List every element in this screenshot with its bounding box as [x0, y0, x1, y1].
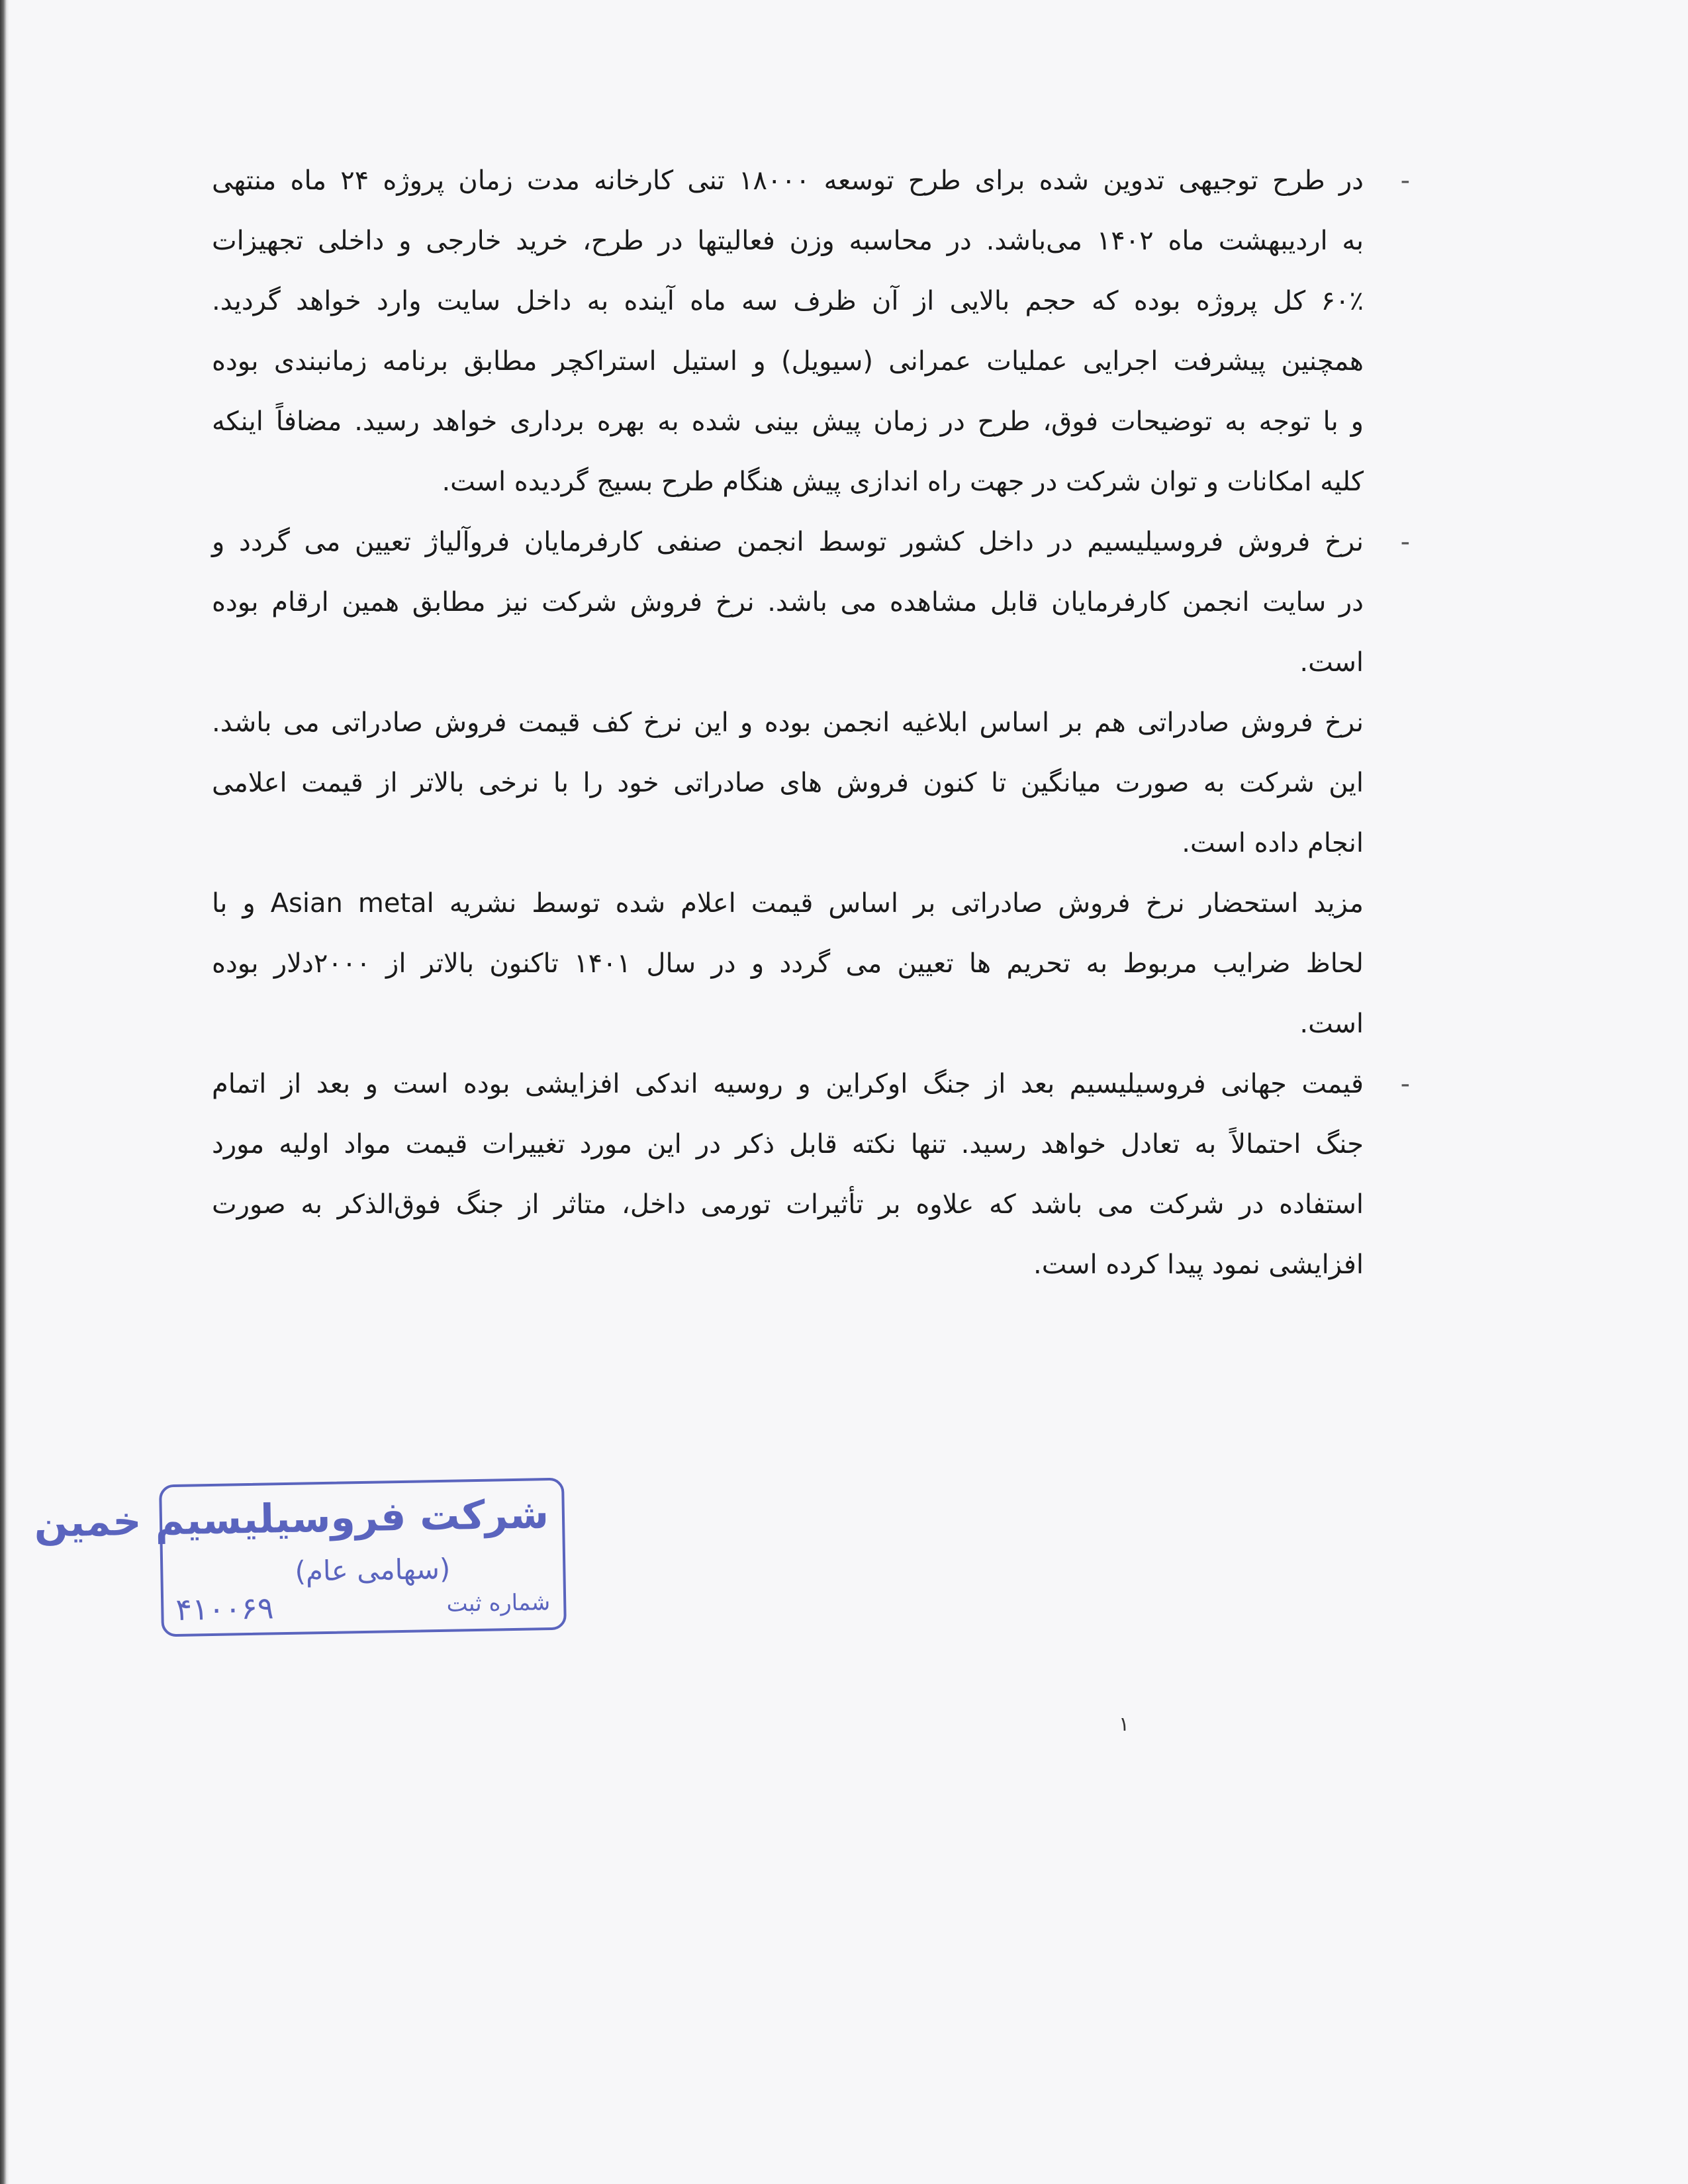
paragraph-asian-metal [212, 874, 1364, 1054]
bullet-dash: - [1400, 165, 1410, 196]
stamp-company-type: (سهامی عام) [295, 1552, 451, 1588]
text-line: مزید استحضار نرخ فروش صادراتی بر اساس قیمت اعلام شده توسط نشریه Asian metal و با [212, 888, 1364, 919]
text-line: و با توجه به توضیحات فوق، طرح در زمان پیش بینی شده به بهره برداری خواهد رسید. مضافاً اینکه [212, 406, 1364, 437]
bullet-dash: - [1400, 527, 1410, 557]
text-line: در سایت انجمن کارفرمایان قابل مشاهده می باشد. نرخ فروش شرکت نیز مطابق همین ارقام بوده [212, 587, 1364, 617]
page-edge-shadow [0, 0, 9, 2184]
text-line: لحاظ ضرایب مربوط به تحریم ها تعیین می گردد و در سال ۱۴۰۱ تاکنون بالاتر از ۲۰۰۰دلار بوده [212, 948, 1364, 979]
page-number: ۱ [1119, 1713, 1130, 1736]
text-line: انجام داده است. [1182, 828, 1364, 858]
text-line: ۶۰٪ کل پروژه بوده که حجم بالایی از آن ظرف سه ماه آینده به داخل سایت وارد خواهد گردید. [212, 286, 1364, 316]
paragraph-domestic-price [212, 512, 1410, 693]
text-line: همچنین پیشرفت اجرایی عملیات عمرانی (سیویل) و استیل استراکچر مطابق برنامه زمانبندی بوده [212, 346, 1364, 377]
bullet-dash: - [1400, 1069, 1410, 1099]
text-line: نرخ فروش فروسیلیسیم در داخل کشور توسط انجمن صنفی کارفرمایان فروآلیاژ تعیین می گردد و [212, 527, 1364, 557]
document-body [212, 151, 1410, 1295]
paragraph-project-timeline [212, 151, 1410, 512]
text-line: این شرکت به صورت میانگین تا کنون فروش های صادراتی خود را با نرخی بالاتر از قیمت اعلامی [212, 768, 1364, 798]
text-line: استفاده در شرکت می باشد که علاوه بر تأثیرات تورمی داخل، متاثر از جنگ فوق‌الذکر به صورت [212, 1189, 1364, 1220]
stamp-registration-label: شماره ثبت [446, 1589, 551, 1617]
text-line: قیمت جهانی فروسیلیسیم بعد از جنگ اوکراین و روسیه اندکی افزایشی بوده است و بعد از اتمام [212, 1069, 1364, 1099]
text-line: به اردیبهشت ماه ۱۴۰۲ می‌باشد. در محاسبه وزن فعالیتها در طرح، خرید خارجی و داخلی تجهیزات [212, 226, 1364, 256]
text-line: کلیه امکانات و توان شرکت در جهت راه اندازی پیش هنگام طرح بسیج گردیده است. [442, 467, 1364, 497]
text-line: است. [1299, 647, 1364, 678]
stamp-registration-number: ۴۱۰۰۶۹ [175, 1590, 275, 1627]
paragraph-global-price [212, 1054, 1410, 1295]
text-line: است. [1299, 1009, 1364, 1039]
text-line: جنگ احتمالاً به تعادل خواهد رسید. تنها نکته قابل ذکر در این مورد تغییرات قیمت مواد اولیه مورد [212, 1129, 1364, 1160]
stamp-company-name: شرکت فروسیلیسیم خمین [33, 1491, 549, 1547]
text-line: در طرح توجیهی تدوین شده برای طرح توسعه ۱۸۰۰۰ تنی کارخانه مدت زمان پروژه ۲۴ ماه منتهی [212, 165, 1364, 196]
paragraph-export-price [212, 693, 1364, 874]
company-stamp [33, 1478, 567, 1637]
text-line: افزایشی نمود پیدا کرده است. [1033, 1250, 1364, 1280]
text-line: نرخ فروش صادراتی هم بر اساس ابلاغیه انجمن بوده و این نرخ کف قیمت فروش صادراتی می باشد. [212, 707, 1364, 738]
